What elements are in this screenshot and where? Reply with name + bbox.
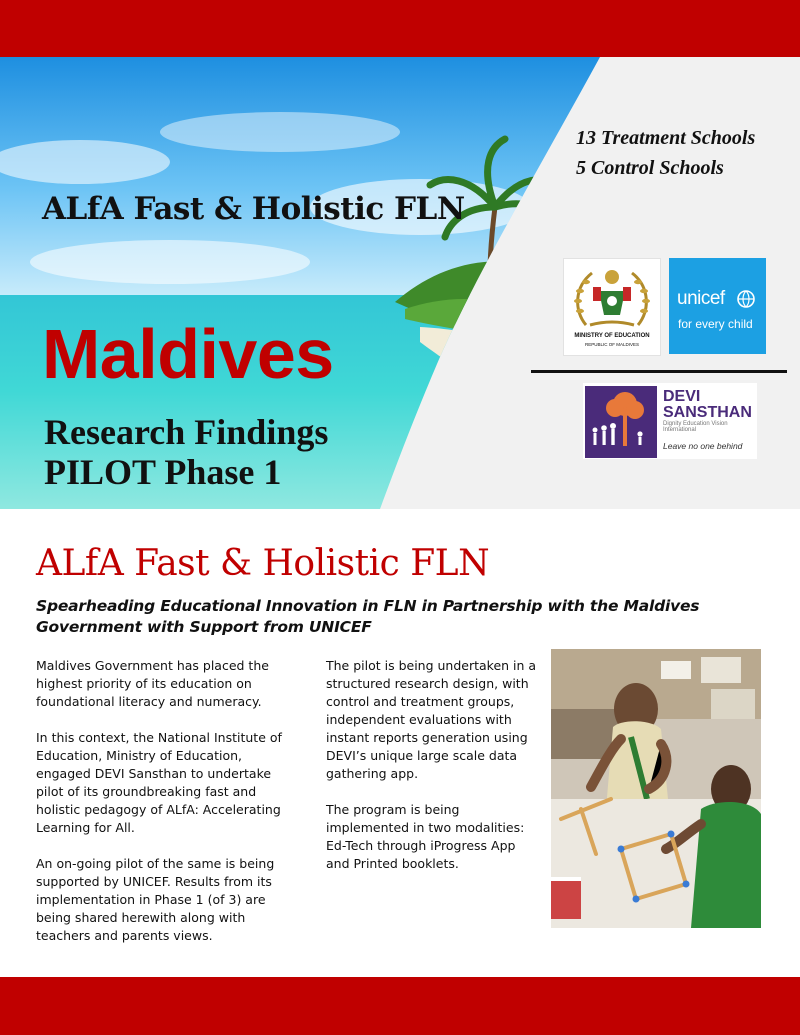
paragraph: An on-going pilot of the same is being supported by UNICEF. Results from its implementation in Phase 1 (of 3) are being shared herewith along with teachers and parents views. <box>36 856 275 943</box>
top-red-band <box>0 0 800 57</box>
moe-name: MINISTRY OF EDUCATION <box>574 333 650 339</box>
section-tagline: Spearheading Educational Innovation in FLN in Partnership with the Maldives Government with Support from UNICEF <box>36 597 700 636</box>
students-photo-illustration <box>551 649 761 928</box>
classroom-photo <box>551 649 761 928</box>
paragraph: The program is being implemented in two modalities: Ed-Tech through iProgress App and Printed booklets. <box>326 802 525 871</box>
research-line-2: PILOT Phase 1 <box>44 452 282 492</box>
moe-emblem-icon <box>564 263 660 333</box>
devi-sansthan-logo <box>583 383 757 459</box>
body-column-left <box>36 657 298 963</box>
logo-divider <box>531 370 787 373</box>
unicef-tagline: for every child <box>678 317 753 331</box>
school-counts <box>576 123 755 183</box>
unicef-logo <box>669 258 766 354</box>
hero-subtitle: ALfA Fast & Holistic FLN <box>42 191 465 227</box>
devi-mark <box>585 386 657 458</box>
devi-fullname: Dignity Education Vision International <box>663 421 728 433</box>
paragraph: The pilot is being undertaken in a structured research design, with control and treatment groups, independent evaluations with instant reports generation using DEVI’s unique large scale data gathering app. <box>326 658 537 781</box>
paragraph: In this context, the National Institute of Education, Ministry of Education, engaged DEVI Sansthan to undertake pilot of its groundbreaking fast and holistic pedagogy of ALfA: Accelerating Learning for All. <box>36 730 282 835</box>
control-schools: 5 Control Schools <box>576 157 724 179</box>
hero-banner <box>0 57 800 509</box>
devi-tree-icon <box>585 386 657 458</box>
research-line-1: Research Findings <box>44 412 329 452</box>
body-column-right <box>326 657 541 891</box>
research-findings-heading <box>44 412 328 492</box>
devi-name-line-2: SANSTHAN <box>663 404 752 421</box>
devi-name <box>663 389 752 421</box>
paragraph: Maldives Government has placed the highest priority of its education on foundational literacy and numeracy. <box>36 658 269 709</box>
moe-country: REPUBLIC OF MALDIVES <box>584 342 639 347</box>
unicef-name: unicef <box>677 288 725 309</box>
devi-tagline: Leave no one behind <box>663 441 743 451</box>
ministry-of-education-logo <box>563 258 661 356</box>
section-title: ALfA Fast & Holistic FLN <box>36 543 490 584</box>
unicef-globe-icon <box>736 289 756 309</box>
devi-name-line-1: DEVI <box>663 388 701 405</box>
treatment-schools: 13 Treatment Schools <box>576 127 756 149</box>
hero-title: Maldives <box>42 315 334 393</box>
bottom-red-band <box>0 977 800 1035</box>
